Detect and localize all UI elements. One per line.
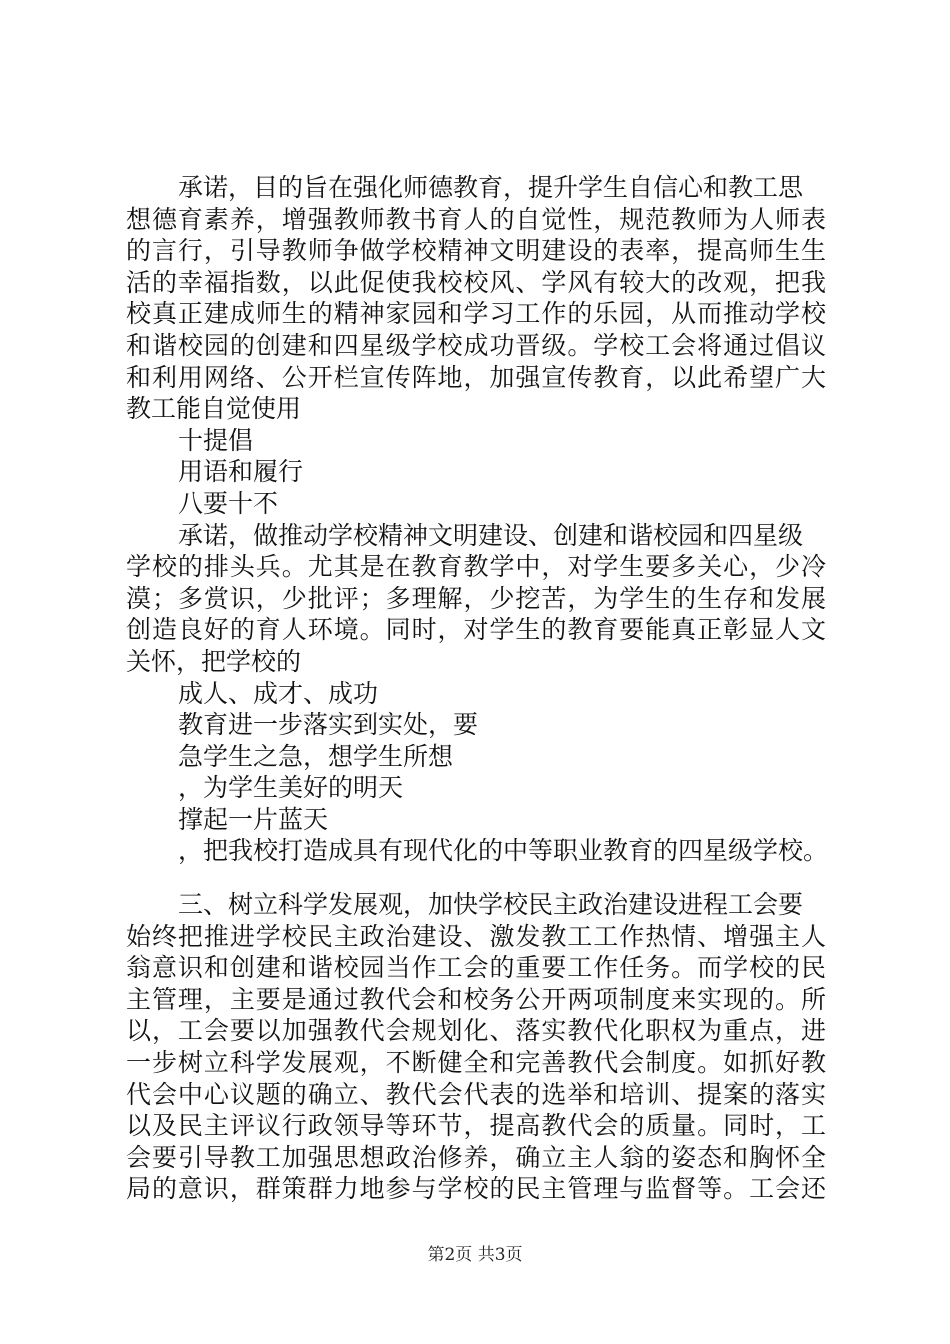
text-line: 关怀，把学校的: [126, 646, 302, 676]
text-line: 局的意识，群策群力地参与学校的民主管理与监督等。工会还: [126, 1174, 826, 1204]
text-line: 主管理，主要是通过教代会和校务公开两项制度来实现的。所: [126, 984, 826, 1014]
text-line: 翁意识和创建和谐校园当作工会的重要工作任务。而学校的民: [126, 953, 826, 983]
text-line: 活的幸福指数，以此促使我校校风、学风有较大的改观，把我: [126, 267, 826, 297]
text-line: 学校的排头兵。尤其是在教育教学中，对学生要多关心，少冷: [126, 552, 826, 582]
text-line: 始终把推进学校民主政治建设、激发教工工作热情、增强主人: [126, 921, 826, 951]
text-line: ，为学生美好的明天: [178, 773, 404, 803]
text-line: 想德育素养，增强教师教书育人的自觉性，规范教师为人师表: [126, 204, 826, 234]
text-line: 八要十不: [178, 488, 279, 518]
text-line: 创造良好的育人环境。同时，对学生的教育要能真正彰显人文: [126, 615, 826, 645]
text-line: 撑起一片蓝天: [178, 804, 329, 834]
text-line: 成人、成才、成功: [178, 678, 379, 708]
text-line: 一步树立科学发展观，不断健全和完善教代会制度。如抓好教: [126, 1048, 826, 1078]
text-line: 急学生之急，想学生所想: [178, 741, 454, 771]
text-line: 代会中心议题的确立、教代会代表的选举和培训、提案的落实: [126, 1079, 826, 1109]
paragraph-gap: [126, 867, 846, 889]
text-line: 以，工会要以加强教代会规划化、落实教代化职权为重点，进: [126, 1016, 826, 1046]
text-line: 承诺，目的旨在强化师德教育，提升学生自信心和教工思: [178, 173, 804, 202]
text-line: 和谐校园的创建和四星级学校成功晋级。学校工会将通过倡议: [126, 330, 826, 360]
text-line: 三、树立科学发展观，加快学校民主政治建设进程工会要: [178, 890, 804, 920]
text-line: 教育进一步落实到实处，要: [178, 710, 479, 740]
text-line: 十提倡: [178, 425, 254, 455]
page-number-footer: 第2页 共3页: [427, 1245, 523, 1265]
text-line: 和利用网络、公开栏宣传阵地，加强宣传教育，以此希望广大: [126, 362, 826, 392]
text-line: 的言行，引导教师争做学校精神文明建设的表率，提高师生生: [126, 236, 826, 266]
document-body: [126, 172, 846, 1205]
text-line: 校真正建成师生的精神家园和学习工作的乐园，从而推动学校: [126, 299, 826, 329]
text-line: 漠；多赏识，少批评；多理解，少挖苦，为学生的生存和发展: [126, 583, 826, 613]
text-line: 承诺，做推动学校精神文明建设、创建和谐校园和四星级: [178, 520, 804, 550]
text-line: 教工能自觉使用: [126, 394, 302, 424]
text-line: 以及民主评议行政领导等环节，提高教代会的质量。同时，工: [126, 1111, 826, 1141]
text-line: 会要引导教工加强思想政治修养，确立主人翁的姿态和胸怀全: [126, 1142, 826, 1172]
text-line: 用语和履行: [178, 457, 304, 487]
text-line: ，把我校打造成具有现代化的中等职业教育的四星级学校。: [178, 836, 829, 866]
